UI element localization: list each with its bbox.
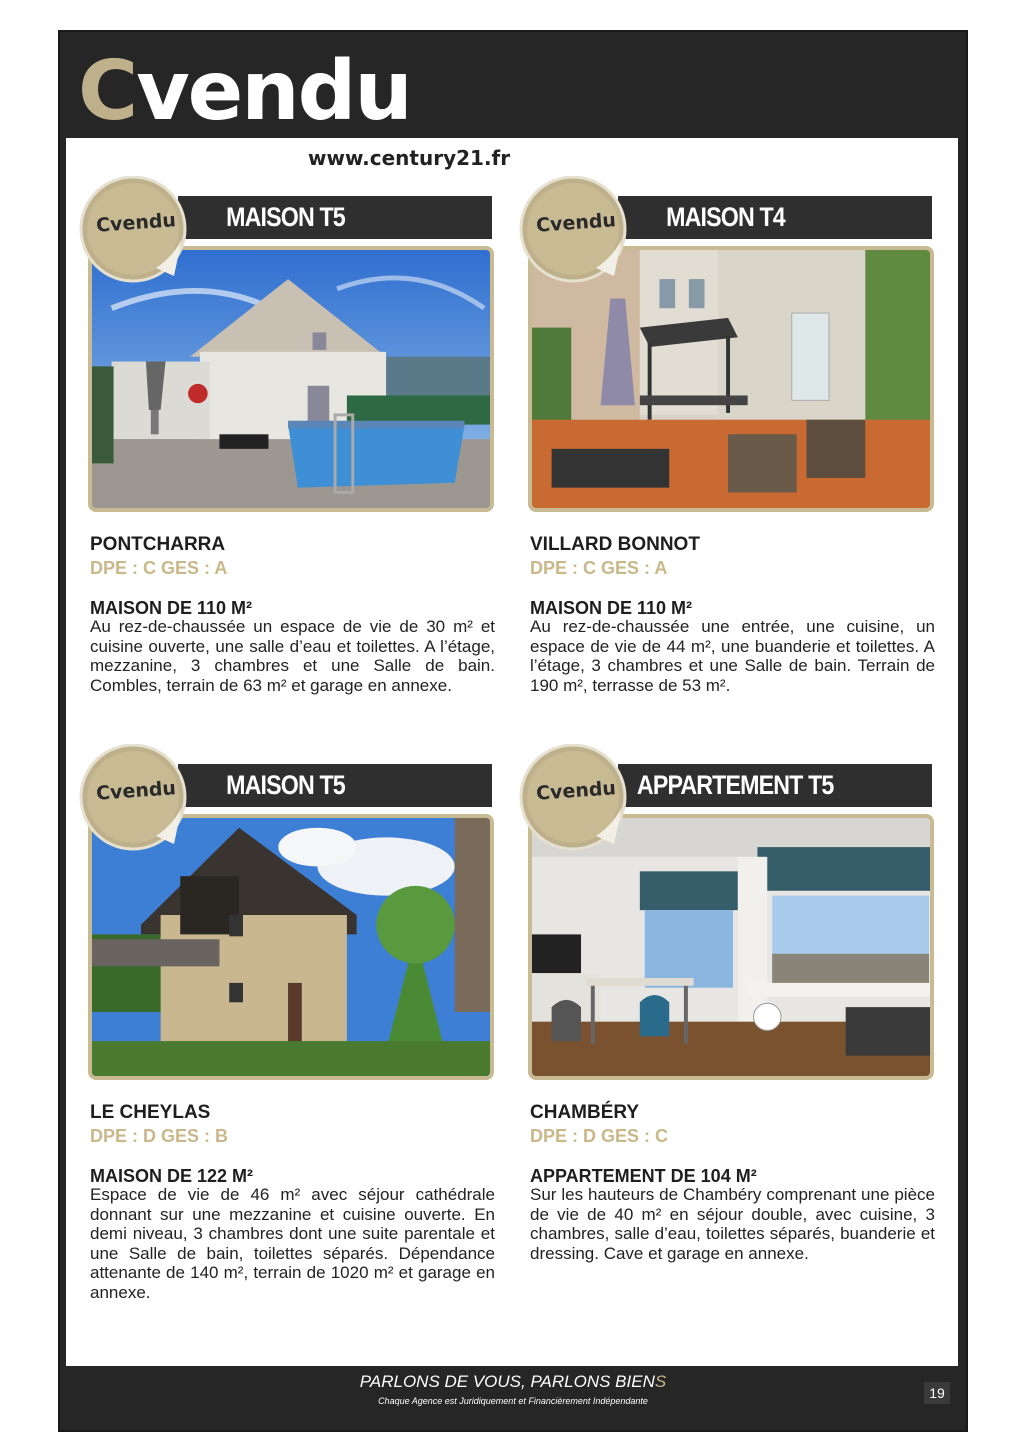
page-number: 19 — [924, 1382, 950, 1404]
listing-title-bar — [178, 764, 492, 807]
listing-description: Au rez-de-chaussée un espace de vie de 30 m² et cuisine ouverte, une salle d’eau et toilettes. A l’étage, mezzanine, 3 chambres et une Salle de bain. Combles, terrain de 63 m² et garage en annexe. — [90, 617, 495, 695]
listing-heading: MAISON DE 122 M² — [90, 1166, 254, 1186]
sold-badge — [518, 176, 628, 286]
brand-logo: Cvendu — [78, 44, 411, 139]
listing-dpe: DPE : C GES : A — [530, 558, 668, 578]
sold-badge-label: Cvendu — [535, 777, 617, 805]
listing-description: Sur les hauteurs de Chambéry comprenant une pièce de vie de 40 m² en séjour double, avec cuisine, 3 chambres, salle d’eau, toilettes séparés, buanderie et dressing. Cave et garage en annexe. — [530, 1185, 935, 1263]
sold-badge — [78, 176, 188, 286]
listing-title-bar — [618, 764, 932, 807]
listing-heading: APPARTEMENT DE 104 M² — [530, 1166, 757, 1186]
listing-title: MAISON T4 — [666, 202, 785, 232]
listing-title-bar — [178, 196, 492, 239]
listing-title: MAISON T5 — [226, 202, 345, 232]
footer-disclaimer: Chaque Agence est Juridiquement et Financièrement Indépendante — [378, 1396, 648, 1406]
listing-card — [78, 744, 498, 1304]
listing-card — [518, 744, 938, 1304]
listing-dpe: DPE : C GES : A — [90, 558, 228, 578]
sold-badge — [518, 744, 628, 854]
listing-title: MAISON T5 — [226, 770, 345, 800]
listing-title-bar — [618, 196, 932, 239]
listing-description: Espace de vie de 46 m² avec séjour cathédrale donnant sur une mezzanine et cuisine ouverte. En demi niveau, 3 chambres dont une suite parentale et une Salle de bain, toilettes séparés. Dépendance attenante de 140 m², terrain de 1020 m² et garage en annexe. — [90, 1185, 495, 1302]
sold-badge — [78, 744, 188, 854]
website-link[interactable]: www.century21.fr — [308, 146, 511, 170]
listing-description: Au rez-de-chaussée une entrée, une cuisine, un espace de vie de 44 m², une buanderie et toilettes. A l’étage, 3 chambres et une Salle de bain. Terrain de 190 m², terrasse de 53 m². — [530, 617, 935, 695]
listing-city: VILLARD BONNOT — [530, 534, 700, 555]
sold-badge-label: Cvendu — [95, 209, 177, 237]
listing-city: CHAMBÉRY — [530, 1102, 640, 1123]
listing-heading: MAISON DE 110 M² — [530, 598, 693, 618]
listing-dpe: DPE : D GES : C — [530, 1126, 669, 1146]
listing-card — [78, 176, 498, 736]
listing-city: LE CHEYLAS — [90, 1102, 211, 1123]
listing-card — [518, 176, 938, 736]
listing-city: PONTCHARRA — [90, 534, 226, 555]
sold-badge-label: Cvendu — [535, 209, 617, 237]
listing-title: APPARTEMENT T5 — [636, 770, 834, 800]
listing-dpe: DPE : D GES : B — [90, 1126, 229, 1146]
sold-badge-label: Cvendu — [95, 777, 177, 805]
listing-heading: MAISON DE 110 M² — [90, 598, 253, 618]
footer-slogan: PARLONS DE VOUS, PARLONS BIENS — [359, 1372, 667, 1391]
